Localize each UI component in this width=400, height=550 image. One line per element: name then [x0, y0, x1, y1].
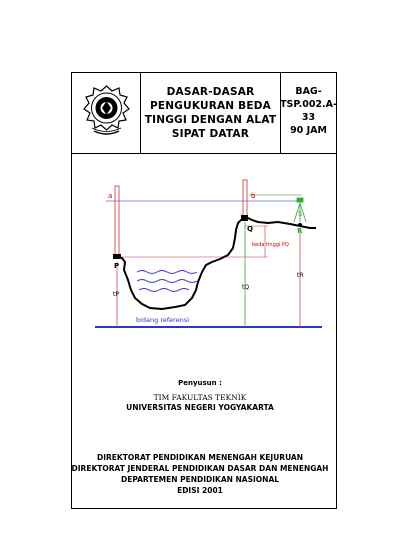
- institution-line-1: DIREKTORAT PENDIDIKAN MENENGAH KEJURUAN: [96, 453, 304, 462]
- water-waves: [137, 271, 197, 292]
- staff-pole-q: [243, 180, 247, 220]
- label-b: b: [251, 192, 256, 200]
- label-beda-tinggi: beda tinggi PQ: [252, 242, 289, 248]
- label-a: a: [108, 192, 113, 200]
- label-tq: tQ: [242, 284, 250, 291]
- institution-line-3: DEPARTEMEN PENDIDIKAN NASIONAL: [120, 475, 280, 484]
- title-line-1: DASAR-DASAR: [166, 86, 255, 98]
- label-r: R: [297, 227, 303, 235]
- label-tr: tR: [297, 272, 304, 279]
- label-s: S: [298, 210, 303, 218]
- title-line-4: SIPAT DATAR: [171, 128, 250, 140]
- author-line-1: TIM FAKULTAS TEKNIK: [153, 393, 247, 402]
- title-line-2: PENGUKURAN BEDA: [150, 100, 271, 112]
- institution-line-2: DIREKTORAT JENDERAL PENDIDIKAN DASAR DAN MENENGAH: [71, 464, 329, 473]
- staff-pole-p: [115, 186, 119, 258]
- code-line-3: 90 JAM: [290, 125, 327, 136]
- label-bidang-referensi: bidang referensi: [136, 316, 190, 324]
- title-line-3: TINGGI DENGAN ALAT: [144, 114, 277, 126]
- label-p: P: [114, 262, 120, 270]
- code-line-1: BAG-: [295, 86, 322, 97]
- point-q-marker: [241, 215, 248, 221]
- penyusun-label: Penyusun :: [178, 379, 222, 387]
- label-q: Q: [247, 225, 253, 233]
- code-line-2: TSP.002.A-33: [280, 99, 337, 123]
- terrain-profile: [113, 218, 316, 309]
- point-p-marker: [113, 254, 121, 259]
- label-tp: tP: [113, 291, 119, 298]
- author-line-2: UNIVERSITAS NEGERI YOGYAKARTA: [126, 403, 274, 412]
- edition-label: EDISI 2001: [177, 486, 223, 495]
